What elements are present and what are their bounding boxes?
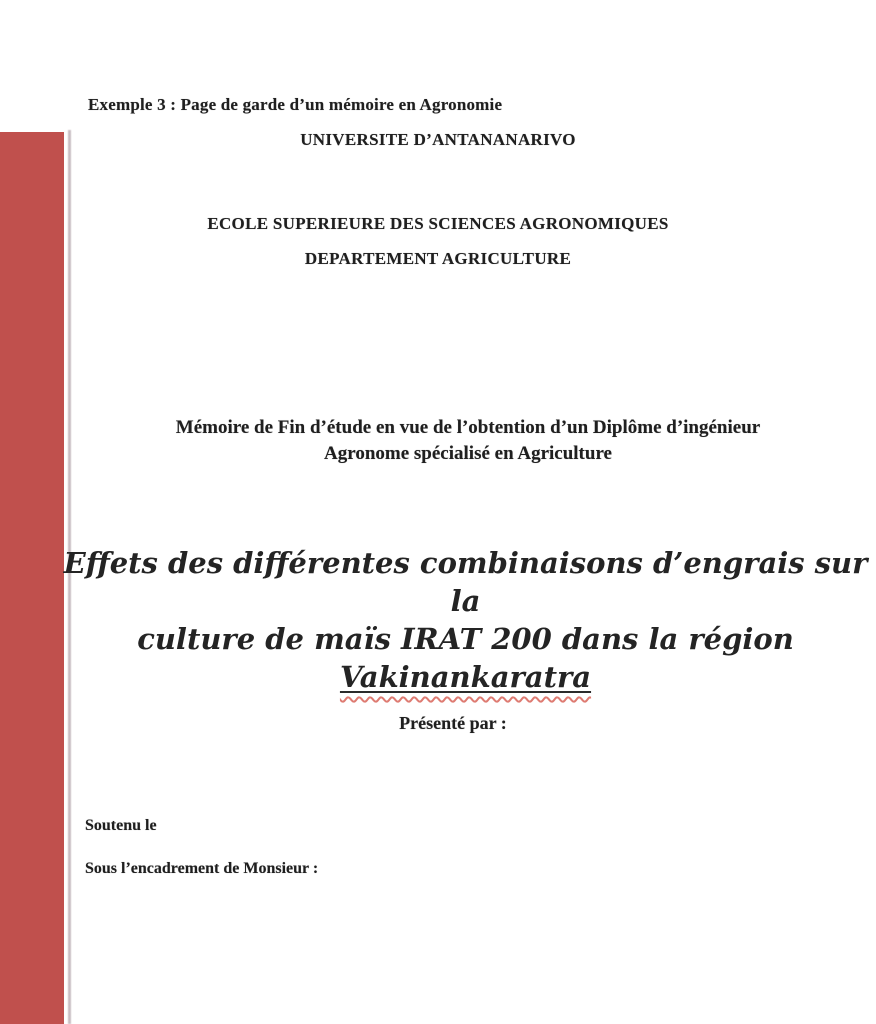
thesis-title-line2: culture de maïs IRAT 200 dans la région [137,622,794,656]
thesis-title [55,544,876,696]
university-name: UNIVERSITE D’ANTANANARIVO [300,130,576,149]
school-name: ECOLE SUPERIEURE DES SCIENCES AGRONOMIQUES [207,214,669,233]
department-name: DEPARTEMENT AGRICULTURE [304,249,572,268]
thesis-title-line1: Effets des différentes combinaisons d’engrais sur la [63,546,868,618]
degree-statement-line2: Agronome spécialisé en Agriculture [324,443,612,464]
example-caption: Exemple 3 : Page de garde d’un mémoire en Agronomie [88,95,503,114]
presented-by-label: Présenté par : [399,713,507,733]
defense-date-label: Soutenu le [85,817,157,834]
thesis-title-line3 [55,658,876,696]
underlined-region [340,660,591,694]
degree-statement [60,415,876,467]
supervisor-label: Sous l’encadrement de Monsieur : [85,860,319,877]
degree-statement-line1: Mémoire de Fin d’étude en vue de l’obtention d’un Diplôme d’ingénieur [175,417,761,438]
spellcheck-squiggle-word: Vakinankaratra [339,660,592,694]
